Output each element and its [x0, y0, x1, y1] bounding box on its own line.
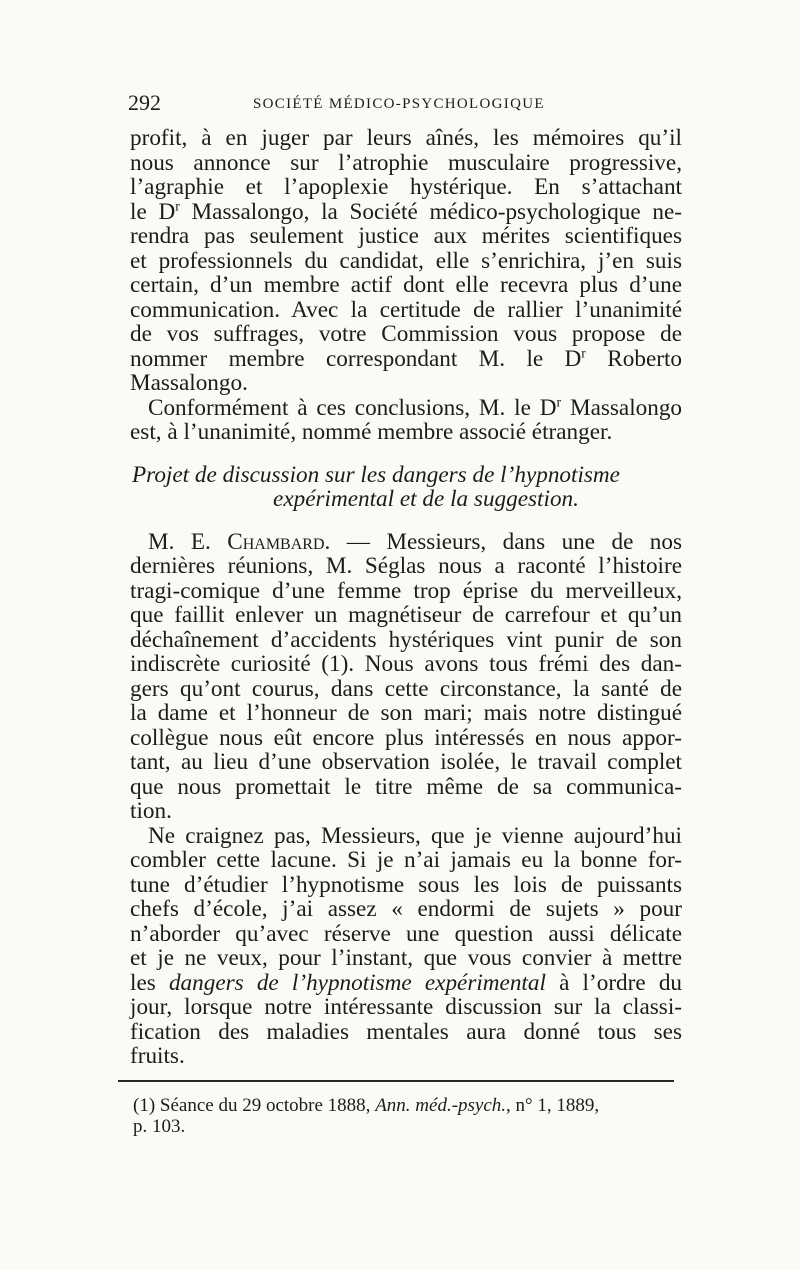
section-title — [130, 463, 682, 512]
text-line: et je ne veux, pour l’instant, que vous convier à mettre — [130, 945, 682, 971]
text-line: est, à l’unanimité, nommé membre associé étranger. — [130, 419, 613, 445]
emphasis-text: dangers de l’hypnotisme expérimental — [168, 969, 546, 996]
dr-abbrev: $D^r$ — [539, 394, 562, 421]
text-line: n’aborder qu’avec réserve une question aussi délicate — [130, 920, 682, 947]
speaker-prefix: M. E. — [148, 528, 211, 555]
text-line: fruits. — [130, 1043, 185, 1069]
text-line: dernières réunions, M. Séglas nous a raconté l’histoire — [130, 553, 682, 579]
footnote-line: (1) Séance du 29 octobre 1888, Ann. méd.-psych., n° 1, 1889, — [133, 1095, 600, 1116]
text-line: tune d’étudier l’hypnotisme sous les lois de puissants — [130, 871, 682, 898]
text-line: nous annonce sur l’atrophie musculaire progressive, — [130, 149, 682, 176]
text-line: gers qu’ont courus, dans cette circonstance, la santé de — [130, 675, 682, 702]
text-line: fication des maladies mentales aura donné tous ses — [130, 1018, 682, 1045]
text-line: tragi-comique d’une femme trop éprise du merveilleux, — [130, 577, 682, 604]
text-line: la dame et l’honneur de son mari; mais notre distingué — [130, 700, 682, 726]
text-line: tion. — [130, 798, 172, 824]
footnote-line: p. 103. — [133, 1116, 186, 1137]
section-title-line: expérimental et de la suggestion. — [273, 486, 579, 512]
paragraph-lacune — [130, 824, 682, 1069]
page-number: 292 — [128, 90, 161, 115]
text-line: profit, à en juger par leurs aînés, les mémoires qu’il — [130, 125, 682, 151]
text-line: rendra pas seulement justice aux mérites scientifiques — [130, 223, 682, 249]
text-line: chefs d’école, j’ai assez « endormi de sujets » pour — [130, 896, 682, 922]
paragraph-report — [130, 126, 682, 396]
text-line — [130, 200, 682, 225]
page-header — [128, 90, 680, 120]
text-line: tant, au lieu d’une observation isolée, le travail complet — [130, 749, 682, 775]
text-line: l’agraphie et l’apoplexie hystérique. En s’attachant — [130, 174, 682, 200]
journal-title: Ann. méd.-psych. — [375, 1095, 507, 1116]
body-text — [130, 126, 682, 1069]
text-fragment: les — [130, 969, 156, 996]
text-line: que nous promettait le titre même de sa communica- — [130, 773, 682, 800]
running-head: SOCIÉTÉ MÉDICO-PSYCHOLOGIQUE — [253, 96, 545, 112]
text-line: communication. Avec la certitude de rallier l’unanimité — [130, 296, 682, 323]
text-line: indiscrète curiosité (1). Nous avons tous frémi des dan- — [130, 651, 682, 677]
text-line: collègue nous eût encore plus intéressés en nous appor- — [130, 724, 682, 751]
text-line: Massalongo. — [130, 370, 248, 396]
text-fragment: Massalongo — [569, 394, 683, 421]
text-fragment: le — [130, 198, 147, 225]
text-line: que faillit enlever un magnétiseur de carrefour et qu’un — [130, 602, 682, 628]
paragraph-conclusion — [130, 396, 682, 445]
section-title-line: Projet de discussion sur les dangers de l’hypnotisme — [132, 461, 620, 488]
text-line: certain, d’un membre actif dont elle recevra plus d’une — [130, 272, 682, 298]
text-fragment: à l’ordre du — [559, 969, 683, 996]
text-fragment: nommer membre correspondant M. le — [130, 345, 544, 372]
text-line: combler cette lacune. Si je n’ai jamais eu la bonne for- — [130, 847, 682, 873]
text-line: jour, lorsque notre intéressante discussion sur la classi- — [130, 994, 682, 1020]
text-line — [130, 971, 682, 996]
text-fragment: Massalongo, la Société médico-psychologique ne- — [191, 198, 682, 225]
text-line — [130, 347, 682, 372]
text-line — [130, 396, 682, 421]
text-fragment: Roberto — [607, 345, 682, 372]
speaker-name: Chambard — [227, 528, 325, 555]
text-line: de vos suffrages, votre Commission vous propose de — [130, 321, 682, 347]
paragraph-chambard — [130, 530, 682, 824]
dr-abbrev: $D^r$ — [158, 198, 180, 225]
text-line: et professionnels du candidat, elle s’enrichira, j’en suis — [130, 247, 682, 274]
footnote-rule — [118, 1080, 674, 1082]
text-line: déchaînement d’accidents hystériques vint punir de son — [130, 626, 682, 653]
text-line — [130, 530, 682, 555]
text-line: Ne craignez pas, Messieurs, que je vienne aujourd’hui — [148, 822, 682, 849]
footnote — [133, 1095, 678, 1137]
text-fragment: . — Messieurs, dans une de nos — [324, 528, 683, 555]
text-fragment: Conformément à ces conclusions, M. le — [148, 394, 531, 421]
dr-abbrev: $D^r$ — [564, 345, 586, 372]
